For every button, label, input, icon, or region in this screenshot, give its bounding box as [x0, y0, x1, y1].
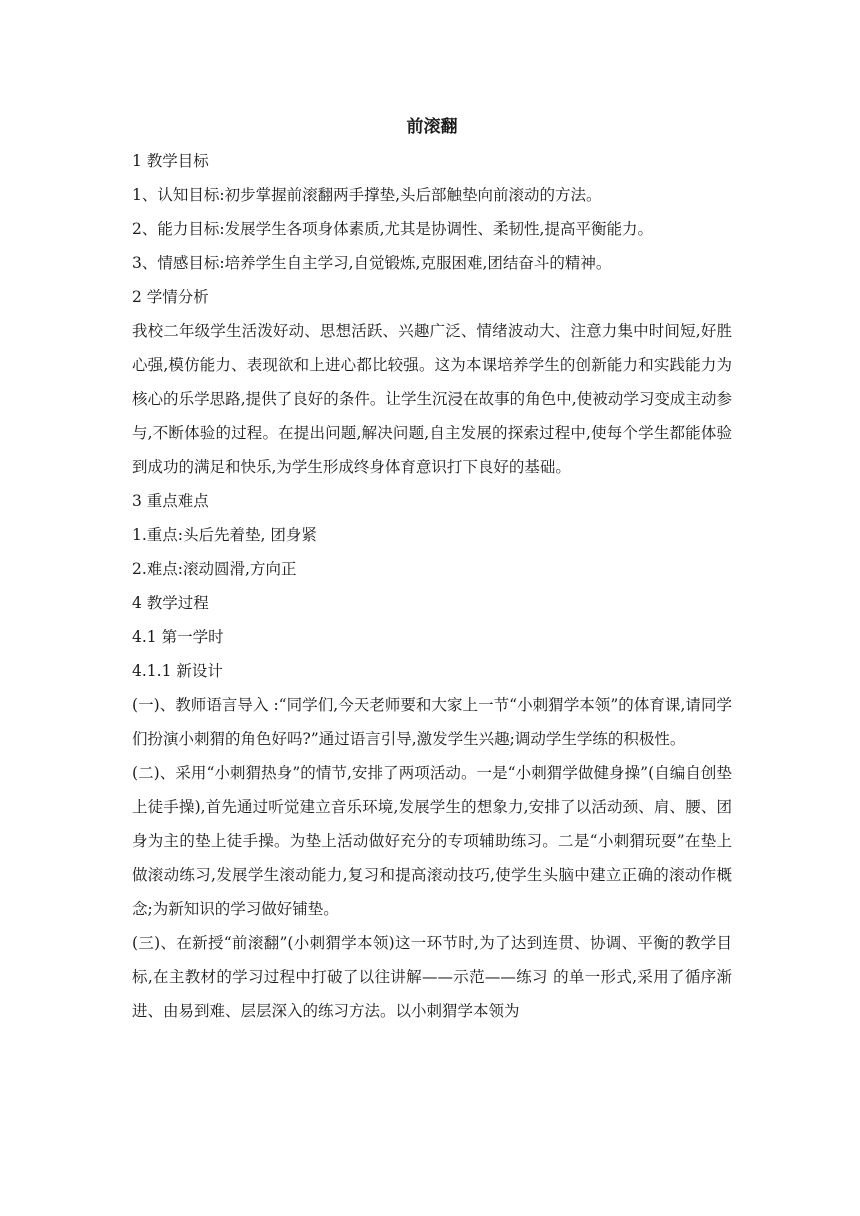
section-heading-objectives: 1 教学目标 — [132, 152, 209, 170]
analysis-paragraph: 我校二年级学生活泼好动、思想活跃、兴趣广泛、情绪波动大、注意力集中时间短,好胜心强,模仿能力、表现欲和上进心都比较强。这为本课培养学生的创新能力和实践能力为核心的乐学思路,提供了良好的条件。让学生沉浸在故事的角色中,使被动学习变成主动参与,不断体验的过程。在提出问题,解决问题,自主发展的探索过程中,使每个学生都能体验到成功的满足和快乐,为学生形成终身体育意识打下良好的基础。 — [132, 322, 732, 476]
subsection-heading-period-1: 4.1 第一学时 — [132, 628, 224, 646]
subsection-heading-new-design: 4.1.1 新设计 — [132, 662, 223, 680]
section-heading-process: 4 教学过程 — [132, 594, 209, 612]
process-paragraph: (二)、采用“小刺猬热身”的情节,安排了两项活动。一是“小刺猬学做健身操”(自编自创垫上徒手操),首先通过听觉建立音乐环境,发展学生的想象力,安排了以活动颈、肩、腰、团身为主的垫上徒手操。为垫上活动做好充分的专项辅助练习。二是“小刺猬玩耍”在垫上做滚动练习,发展学生滚动能力,复习和提高滚动技巧,使学生头脑中建立正确的滚动作概念;为新知识的学习做好铺垫。 — [132, 764, 732, 918]
key-point-item: 1.重点:头后先着垫, 团身紧 — [132, 526, 317, 544]
process-paragraph: (一)、教师语言导入 :“同学们,今天老师要和大家上一节“小刺猬学本领”的体育课,请同学们扮演小刺猬的角色好吗?”通过语言引导,激发学生兴趣;调动学生学练的积极性。 — [132, 696, 732, 748]
key-point-item: 2.难点:滚动圆滑,方向正 — [132, 560, 297, 578]
section-heading-key-points: 3 重点难点 — [132, 492, 209, 510]
objective-item: 3、情感目标:培养学生自主学习,自觉锻炼,克服困难,团结奋斗的精神。 — [132, 254, 612, 272]
objective-item: 1、认知目标:初步掌握前滚翻两手撑垫,头后部触垫向前滚动的方法。 — [132, 186, 602, 204]
section-heading-analysis: 2 学情分析 — [132, 288, 209, 306]
document-title: 前滚翻 — [406, 117, 458, 137]
document-page — [132, 112, 732, 1028]
process-paragraph: (三)、在新授“前滚翻”(小刺猬学本领)这一环节时,为了达到连贯、协调、平衡的教学目标,在主教材的学习过程中打破了以往讲解——示范——练习 的单一形式,采用了循序渐进、由易到难、层层深入的练习方法。以小刺猬学本领为 — [132, 934, 732, 1020]
objective-item: 2、能力目标:发展学生各项身体素质,尤其是协调性、柔韧性,提高平衡能力。 — [132, 220, 653, 238]
